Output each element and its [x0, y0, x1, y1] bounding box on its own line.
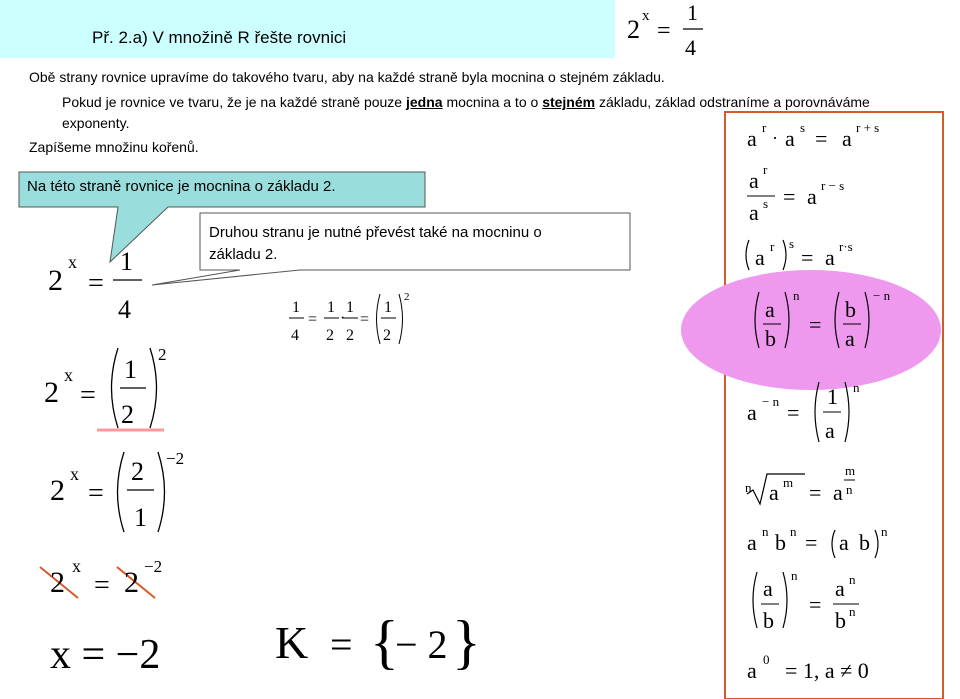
mid-f4-den: 2	[383, 327, 391, 344]
intro-line4: Zapíšeme množinu kořenů.	[29, 139, 199, 155]
r4-b: b	[765, 326, 776, 351]
mid-f3-num: 1	[346, 299, 354, 316]
r1-a3: a	[842, 126, 852, 151]
r5-lparen	[815, 382, 819, 442]
mid-f2-den: 2	[326, 327, 334, 344]
result-value: − 2	[395, 622, 448, 667]
r4-negn: − n	[873, 288, 891, 303]
header-eq-sign: =	[657, 18, 671, 44]
step2-num: 1	[124, 355, 137, 384]
r5-negn: − n	[762, 394, 780, 409]
mid-f3-den: 2	[346, 327, 354, 344]
step4-base: 2	[50, 566, 65, 599]
r2-r: r	[763, 162, 768, 177]
r2-den: a	[749, 200, 759, 225]
r2-rs: r − s	[821, 178, 845, 193]
r8-eq: =	[809, 592, 822, 617]
step2-base: 2	[44, 376, 59, 409]
r7-lparen	[832, 530, 835, 558]
r4-rparen2	[865, 292, 869, 348]
step2-den: 2	[121, 400, 134, 429]
r7-n1: n	[762, 524, 769, 539]
intro-emph-stejnem: stejném	[542, 94, 596, 110]
r8-b2: b	[835, 608, 846, 633]
r6-n: n	[745, 480, 752, 495]
r9-a: a	[747, 658, 757, 683]
r8-a2: a	[835, 576, 845, 601]
r3-eq: =	[801, 245, 814, 270]
step1-base: 2	[48, 264, 63, 297]
step3-den: 1	[134, 503, 147, 532]
r5-num: 1	[827, 384, 838, 409]
r4-lparen1	[755, 292, 759, 348]
r2-num: a	[749, 168, 759, 193]
step1-den: 4	[118, 295, 131, 324]
r8-rparen	[783, 572, 787, 628]
r3-lparen	[746, 240, 749, 270]
result-eq: =	[330, 622, 353, 667]
callout-second-text-1: Druhou stranu je nutné převést také na mocninu o	[209, 224, 542, 241]
r2-a: a	[807, 184, 817, 209]
result-K: K	[275, 617, 309, 668]
r6-a: a	[769, 480, 779, 505]
r4-lparen2	[835, 292, 839, 348]
r1-a1: a	[747, 126, 757, 151]
mid-rparen	[399, 294, 403, 344]
result-set	[270, 590, 490, 690]
r4-rparen1	[785, 292, 789, 348]
step3-eq: =	[88, 478, 104, 509]
mid-eq2: =	[360, 311, 370, 328]
r6-n2: n	[846, 482, 853, 497]
r8-a: a	[763, 576, 773, 601]
r8-n2: n	[849, 572, 856, 587]
step1-exp: x	[68, 252, 77, 272]
mid-dot: ·	[340, 310, 346, 327]
r7-b: b	[775, 530, 786, 555]
middle-expression	[280, 282, 430, 352]
result-lbrace: {	[370, 609, 399, 675]
r3-a: a	[755, 245, 765, 270]
r3-a2: a	[825, 245, 835, 270]
r1-rs: r + s	[856, 120, 880, 135]
step4-eq: =	[94, 570, 110, 601]
step1-eq: =	[88, 268, 104, 299]
step4-rbase: 2	[124, 566, 139, 599]
r1-a2: a	[785, 126, 795, 151]
intro-emph-jedna: jedna	[405, 94, 443, 110]
header-eq-num: 1	[687, 0, 698, 25]
rules-panel	[725, 112, 960, 699]
r9-zero: 0	[763, 652, 770, 667]
r1-dot: ·	[772, 128, 778, 148]
step3-power: −2	[166, 449, 185, 468]
step4-rexp: −2	[144, 557, 163, 576]
solution-steps	[0, 230, 260, 699]
step2-exp: x	[64, 365, 73, 385]
r4-n: n	[793, 288, 800, 303]
r5-a: a	[747, 400, 757, 425]
intro-line1: Obě strany rovnice upravíme do takového tvaru, aby na každé straně byla mocnina o stejném základu.	[29, 69, 665, 85]
r5-den: a	[825, 418, 835, 443]
step3-base: 2	[50, 474, 65, 507]
r6-eq: =	[809, 480, 822, 505]
r7-n2: n	[790, 524, 797, 539]
r4-a2: a	[845, 326, 855, 351]
r1-r: r	[762, 120, 767, 135]
r3-s: s	[789, 236, 795, 251]
step2-power: 2	[158, 345, 167, 364]
r8-n3: n	[849, 604, 856, 619]
intro-line2-c: mocnina a to o	[442, 94, 543, 110]
mid-eq1: =	[308, 311, 318, 328]
r4-b2: b	[845, 297, 856, 322]
step3-exp: x	[70, 464, 79, 484]
r7-a2: a	[839, 530, 849, 555]
r7-eq: =	[805, 530, 818, 555]
r3-rparen	[783, 240, 786, 270]
header-eq-den: 4	[685, 35, 696, 60]
callout-second-text-2: základu 2.	[209, 246, 278, 263]
result-rbrace: }	[452, 609, 481, 675]
r5-rparen	[845, 382, 849, 442]
callout-first-text: Na této straně rovnice je mocnina o základu 2.	[27, 178, 336, 195]
r1-s: s	[800, 120, 806, 135]
r5-n: n	[853, 380, 860, 395]
mid-f2-num: 1	[327, 299, 335, 316]
step1-num: 1	[120, 247, 133, 276]
r2-eq: =	[783, 184, 796, 209]
mid-f1-den: 4	[291, 327, 299, 344]
mid-power: 2	[404, 291, 410, 303]
r6-m: m	[783, 475, 794, 490]
r2-s: s	[763, 196, 769, 211]
r8-n: n	[791, 568, 798, 583]
r4-a: a	[765, 297, 775, 322]
r3-r: r	[770, 239, 775, 254]
mid-f1-num: 1	[292, 299, 300, 316]
r8-lparen	[753, 572, 757, 628]
mid-lparen	[377, 294, 381, 344]
header-eq-base: 2	[627, 15, 640, 44]
r7-a: a	[747, 530, 757, 555]
r7-n3: n	[881, 524, 888, 539]
r5-eq: =	[787, 400, 800, 425]
header-eq-exp: x	[642, 8, 650, 24]
r8-b: b	[763, 608, 774, 633]
r7-b2: b	[859, 530, 870, 555]
page-title: Př. 2.a) V množině R řešte rovnici	[92, 28, 347, 47]
r7-rparen	[875, 530, 878, 558]
intro-line2-e: základu, základ odstraníme a porovnáváme	[595, 94, 870, 110]
r6-a2: a	[833, 480, 843, 505]
mid-f4-num: 1	[384, 299, 392, 316]
r1-eq: =	[815, 126, 828, 151]
step3-rparen	[158, 452, 165, 532]
step2-eq: =	[80, 380, 96, 411]
intro-line3: exponenty.	[62, 115, 130, 131]
intro-line2-a: Pokud je rovnice ve tvaru, že je na každé straně pouze	[62, 94, 406, 110]
final-answer: x = −2	[50, 632, 161, 678]
step2-rparen	[150, 348, 157, 428]
step4-exp: x	[72, 556, 81, 576]
step3-num: 2	[131, 457, 144, 486]
r3-rs: r·s	[839, 239, 853, 254]
step2-lparen	[112, 348, 119, 428]
r9-tail: = 1, a ≠ 0	[785, 658, 869, 683]
r4-eq: =	[809, 312, 822, 337]
r6-m2: m	[845, 463, 856, 478]
step3-lparen	[118, 452, 125, 532]
